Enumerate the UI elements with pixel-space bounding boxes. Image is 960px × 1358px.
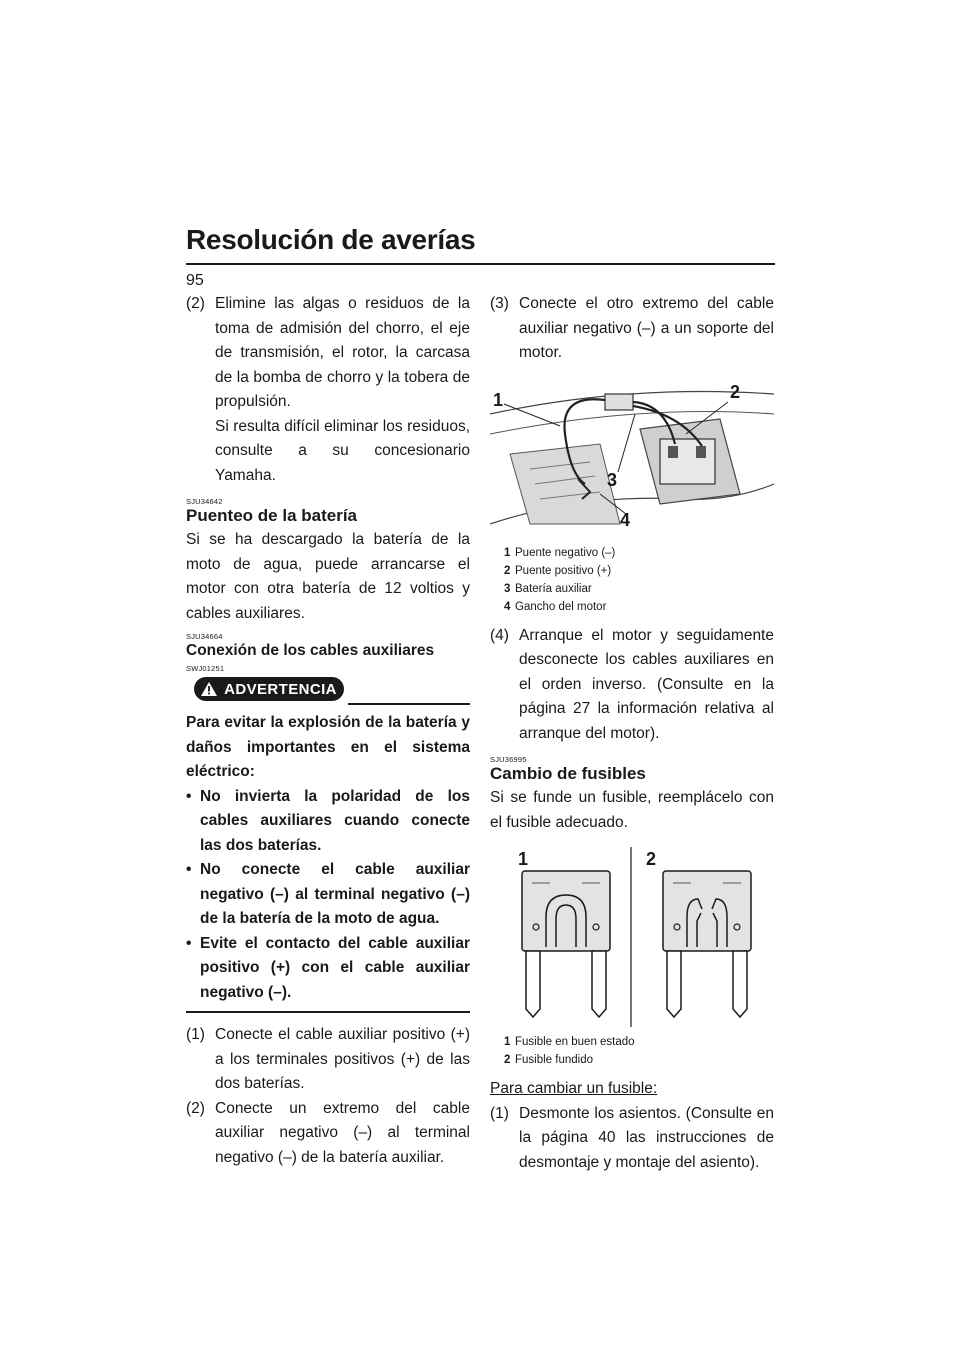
figure-2-captions	[490, 1033, 774, 1069]
figure-label: 1	[493, 389, 504, 410]
figure-1-captions	[490, 544, 774, 616]
step-2-connect-negative: (2) Conecte un extremo del cable auxiliar negativo (–) al terminal negativo (–) de la batería auxiliar.	[186, 1099, 470, 1166]
section-code: SJU34642	[186, 497, 223, 506]
blown-fuse-icon	[663, 871, 751, 1017]
section-title-fuse-replacement: Cambio de fusibles	[490, 764, 646, 783]
figure-label: 3	[607, 469, 618, 490]
figure-fuses	[490, 847, 774, 1027]
left-column	[186, 292, 470, 1170]
page-number: 95	[186, 272, 204, 289]
section-body-fuse-replacement: Si se funde un fusible, reemplácelo con el fusible adecuado.	[490, 789, 774, 831]
figure-label: 2	[730, 381, 741, 402]
warning-bullet: • No conecte el cable auxiliar negativo (–) al terminal negativo (–) de la batería de la moto de agua.	[186, 861, 470, 927]
figure-label: 1	[518, 849, 529, 869]
caption-item: 1 Fusible en buen estado	[504, 1036, 635, 1048]
warning-bullet: • Evite el contacto del cable auxiliar positivo (+) con el cable auxiliar negativo (–).	[186, 934, 470, 1001]
title-rule	[186, 263, 775, 265]
warning-intro: Para evitar la explosión de la batería y daños importantes en el sistema eléctrico:	[186, 714, 470, 780]
warning-rule	[348, 703, 470, 705]
right-column	[490, 292, 774, 1175]
step-4-start-and-disconnect: (4) Arranque el motor y seguidamente desconecte los cables auxiliares en el orden inverso. (Consulte en la página 27 la información relativa al arranque del motor).	[490, 626, 774, 742]
procedure-title: Para cambiar un fusible:	[490, 1080, 658, 1097]
step-3-connect-engine: (3) Conecte el otro extremo del cable auxiliar negativo (–) a un soporte del motor.	[490, 295, 774, 361]
step-1-remove-seats: (1) Desmonte los asientos. (Consulte en la página 40 las instrucciones de desmontaje y montaje del asiento).	[490, 1104, 774, 1171]
step-2-remove-debris: (2) Elimine las algas o residuos de la toma de admisión del chorro, el eje de transmisión, el rotor, la carcasa de la bomba de chorro y la tobera de propulsión.	[186, 295, 470, 410]
page-title: Resolución de averías	[186, 224, 476, 255]
warning-code: SWJ01251	[186, 664, 225, 673]
caption-item: 2 Puente positivo (+)	[504, 564, 612, 577]
figure-jump-cables	[490, 374, 774, 528]
figure-label: 4	[620, 509, 631, 528]
caption-item: 1 Puente negativo (–)	[504, 546, 616, 559]
warning-badge	[194, 677, 344, 701]
warning-bullet: • No invierta la polaridad de los cables auxiliares cuando conecte las dos baterías.	[186, 787, 470, 854]
subsection-title-cable-connection: Conexión de los cables auxiliares	[186, 642, 435, 659]
step-2-note: Si resulta difícil eliminar los residuos, consulte a su concesionario Yamaha.	[215, 417, 470, 484]
warning-triangle-icon	[201, 682, 217, 696]
section-title-jump-start: Puenteo de la batería	[186, 506, 357, 525]
warning-label: ADVERTENCIA	[224, 680, 337, 698]
warning-end-rule	[186, 1011, 470, 1013]
section-code: SJU36995	[490, 755, 527, 764]
warning-body	[186, 711, 470, 1005]
section-body-jump-start: Si se ha descargado la batería de la moto de agua, puede arrancarse el motor con otra batería de 12 voltios y cables auxiliares.	[186, 531, 470, 622]
step-1-connect-positive: (1) Conecte el cable auxiliar positivo (+) a los terminales positivos (+) de las dos baterías.	[186, 1026, 470, 1092]
caption-item: 2 Fusible fundido	[504, 1054, 593, 1066]
good-fuse-icon	[522, 871, 610, 1017]
jump-cable-illustration	[490, 374, 774, 528]
fuse-illustration	[490, 847, 774, 1027]
caption-item: 3 Batería auxiliar	[504, 582, 592, 595]
caption-item: 4 Gancho del motor	[504, 600, 607, 613]
figure-label: 2	[646, 849, 657, 869]
subsection-code: SJU34664	[186, 632, 223, 641]
warning-header	[186, 675, 470, 705]
